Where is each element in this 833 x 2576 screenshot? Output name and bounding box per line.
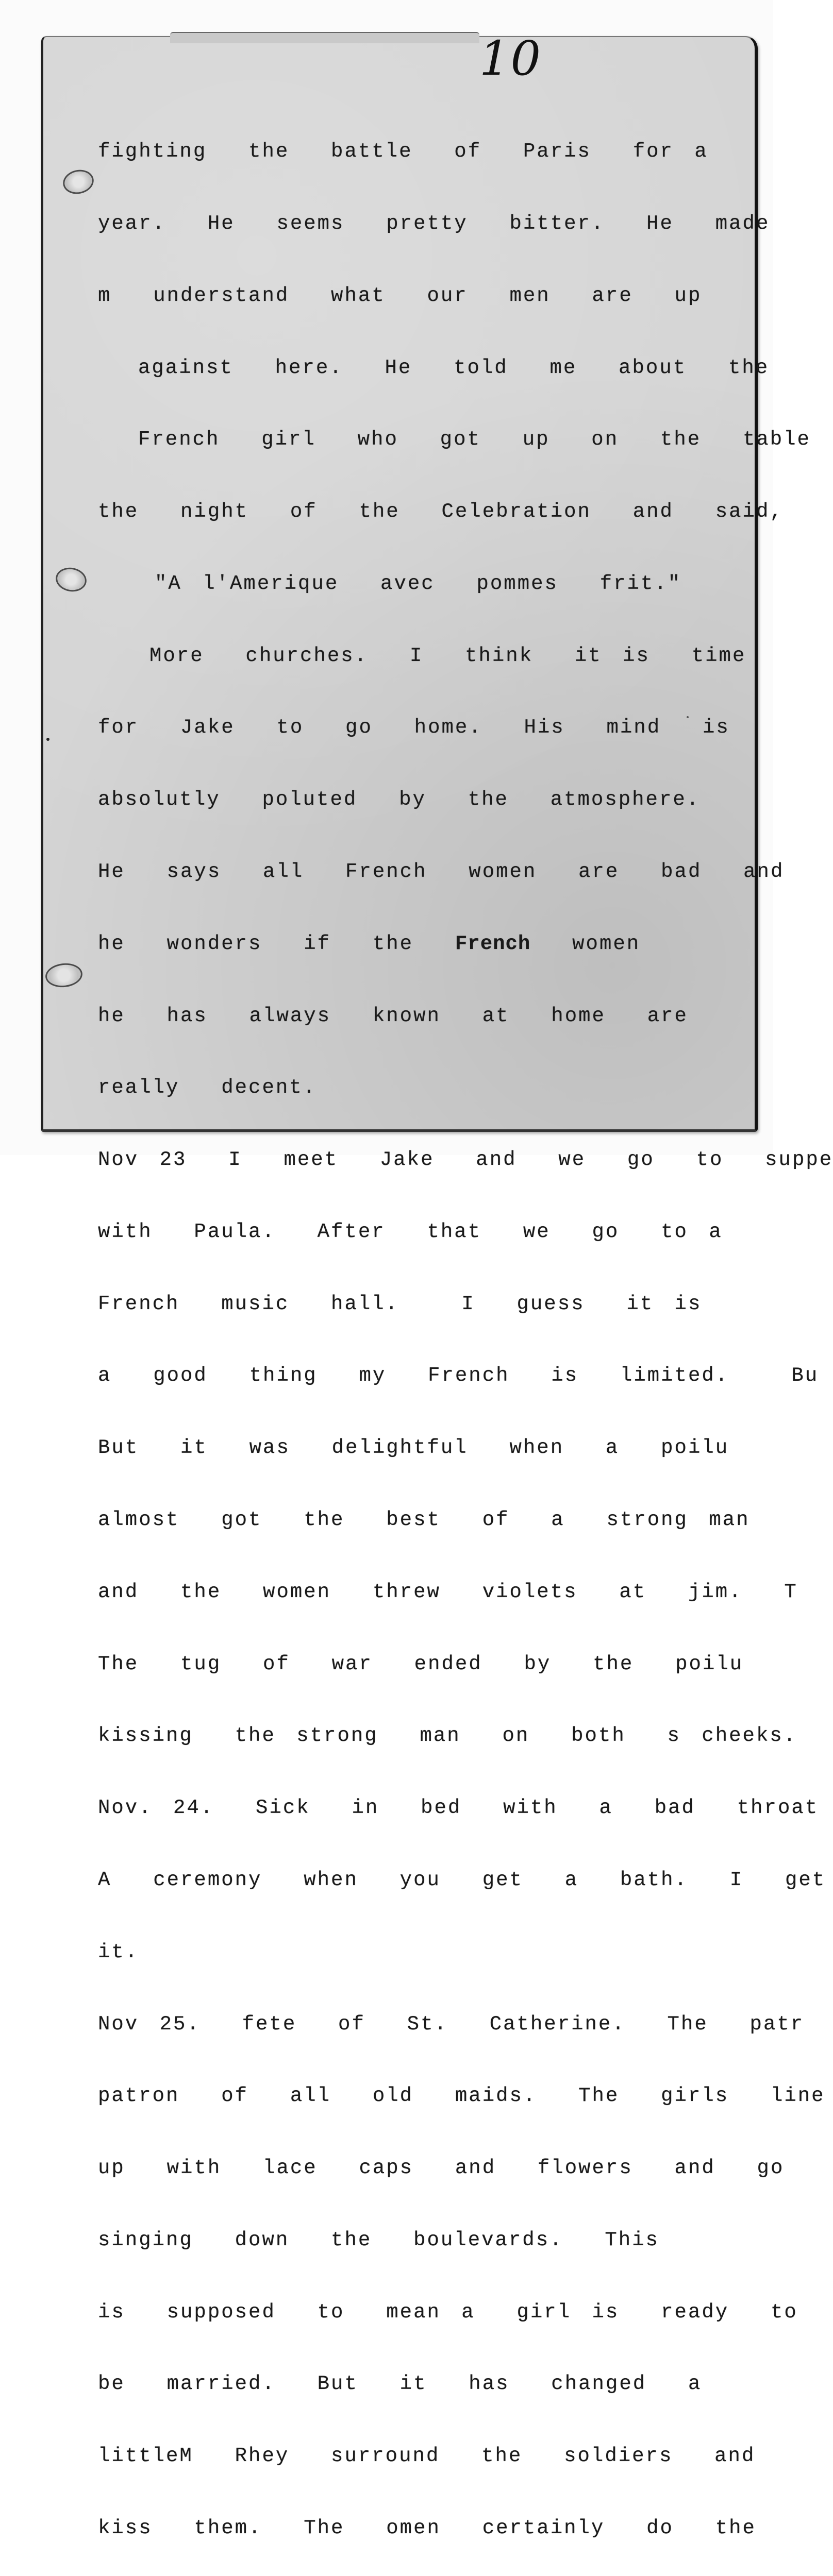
struck-out-word: French <box>455 932 531 955</box>
text-line: But it was delightful when a poilu <box>98 1436 729 1460</box>
text-line: The tug of war ended by the poilu <box>98 1652 744 1675</box>
text-line: kissing the strong man on both s cheeks. <box>98 1724 797 1748</box>
text-line-with-struck-word <box>98 932 833 956</box>
text-line: kiss them. The omen certainly do the <box>98 2516 756 2539</box>
text-line: up with lace caps and flowers and go <box>98 2157 785 2180</box>
typewritten-diary-text <box>98 92 833 2576</box>
text-line: patron of all old maids. The girls line <box>98 2084 825 2108</box>
paper-top-edge <box>170 32 479 43</box>
handwritten-page-number: 10 <box>479 31 542 86</box>
text-line: "A l'Amerique avec pommes frit." <box>155 572 682 595</box>
ink-speck <box>46 738 49 741</box>
text-line: he has always known at home are <box>98 1004 688 1027</box>
text-line: French girl who got up on the table <box>138 428 811 451</box>
diary-entry-line: Nov. 24. Sick in bed with a bad throat <box>98 1797 819 1820</box>
text-line: More churches. I think it is time <box>149 644 746 667</box>
text-line: He says all French women are bad and <box>98 860 785 883</box>
text-line: against here. He told me about the <box>138 356 770 379</box>
text-line: littleM Rhey surround the soldiers and <box>98 2445 756 2468</box>
text-fragment: he wonders if the <box>98 932 414 955</box>
text-line: French music hall. I guess it is <box>98 1292 702 1315</box>
text-line: year. He seems pretty bitter. He made <box>98 212 770 235</box>
text-line: the night of the Celebration and said, <box>98 500 784 523</box>
text-line: is supposed to mean a girl is ready to <box>98 2300 798 2324</box>
text-line: fighting the battle of Paris for a <box>98 140 708 163</box>
text-line: and the women threw violets at jim. T <box>98 1580 798 1603</box>
text-line: A ceremony when you get a bath. I get <box>98 1868 826 1891</box>
diary-entry-line: Nov 25. fete of St. Catherine. The patr <box>98 2012 805 2036</box>
text-line: with Paula. After that we go to a <box>98 1220 723 1243</box>
text-line: be married. But it has changed a <box>98 2372 702 2396</box>
diary-entry-line: Nov 23 I meet Jake and we go to suppe <box>98 1148 833 1172</box>
text-line: m understand what our men are up <box>98 284 702 307</box>
text-line: a good thing my French is limited. Bu <box>98 1364 819 1387</box>
text-line: it. <box>98 1940 139 1963</box>
text-fragment: women <box>572 932 641 955</box>
text-line: for Jake to go home. His mind is <box>98 716 730 739</box>
text-line: absolutly poluted by the atmosphere. <box>98 788 701 811</box>
text-line: singing down the boulevards. This <box>98 2228 659 2251</box>
text-line: really decent. <box>98 1076 317 1099</box>
text-line: almost got the best of a strong man <box>98 1509 750 1532</box>
